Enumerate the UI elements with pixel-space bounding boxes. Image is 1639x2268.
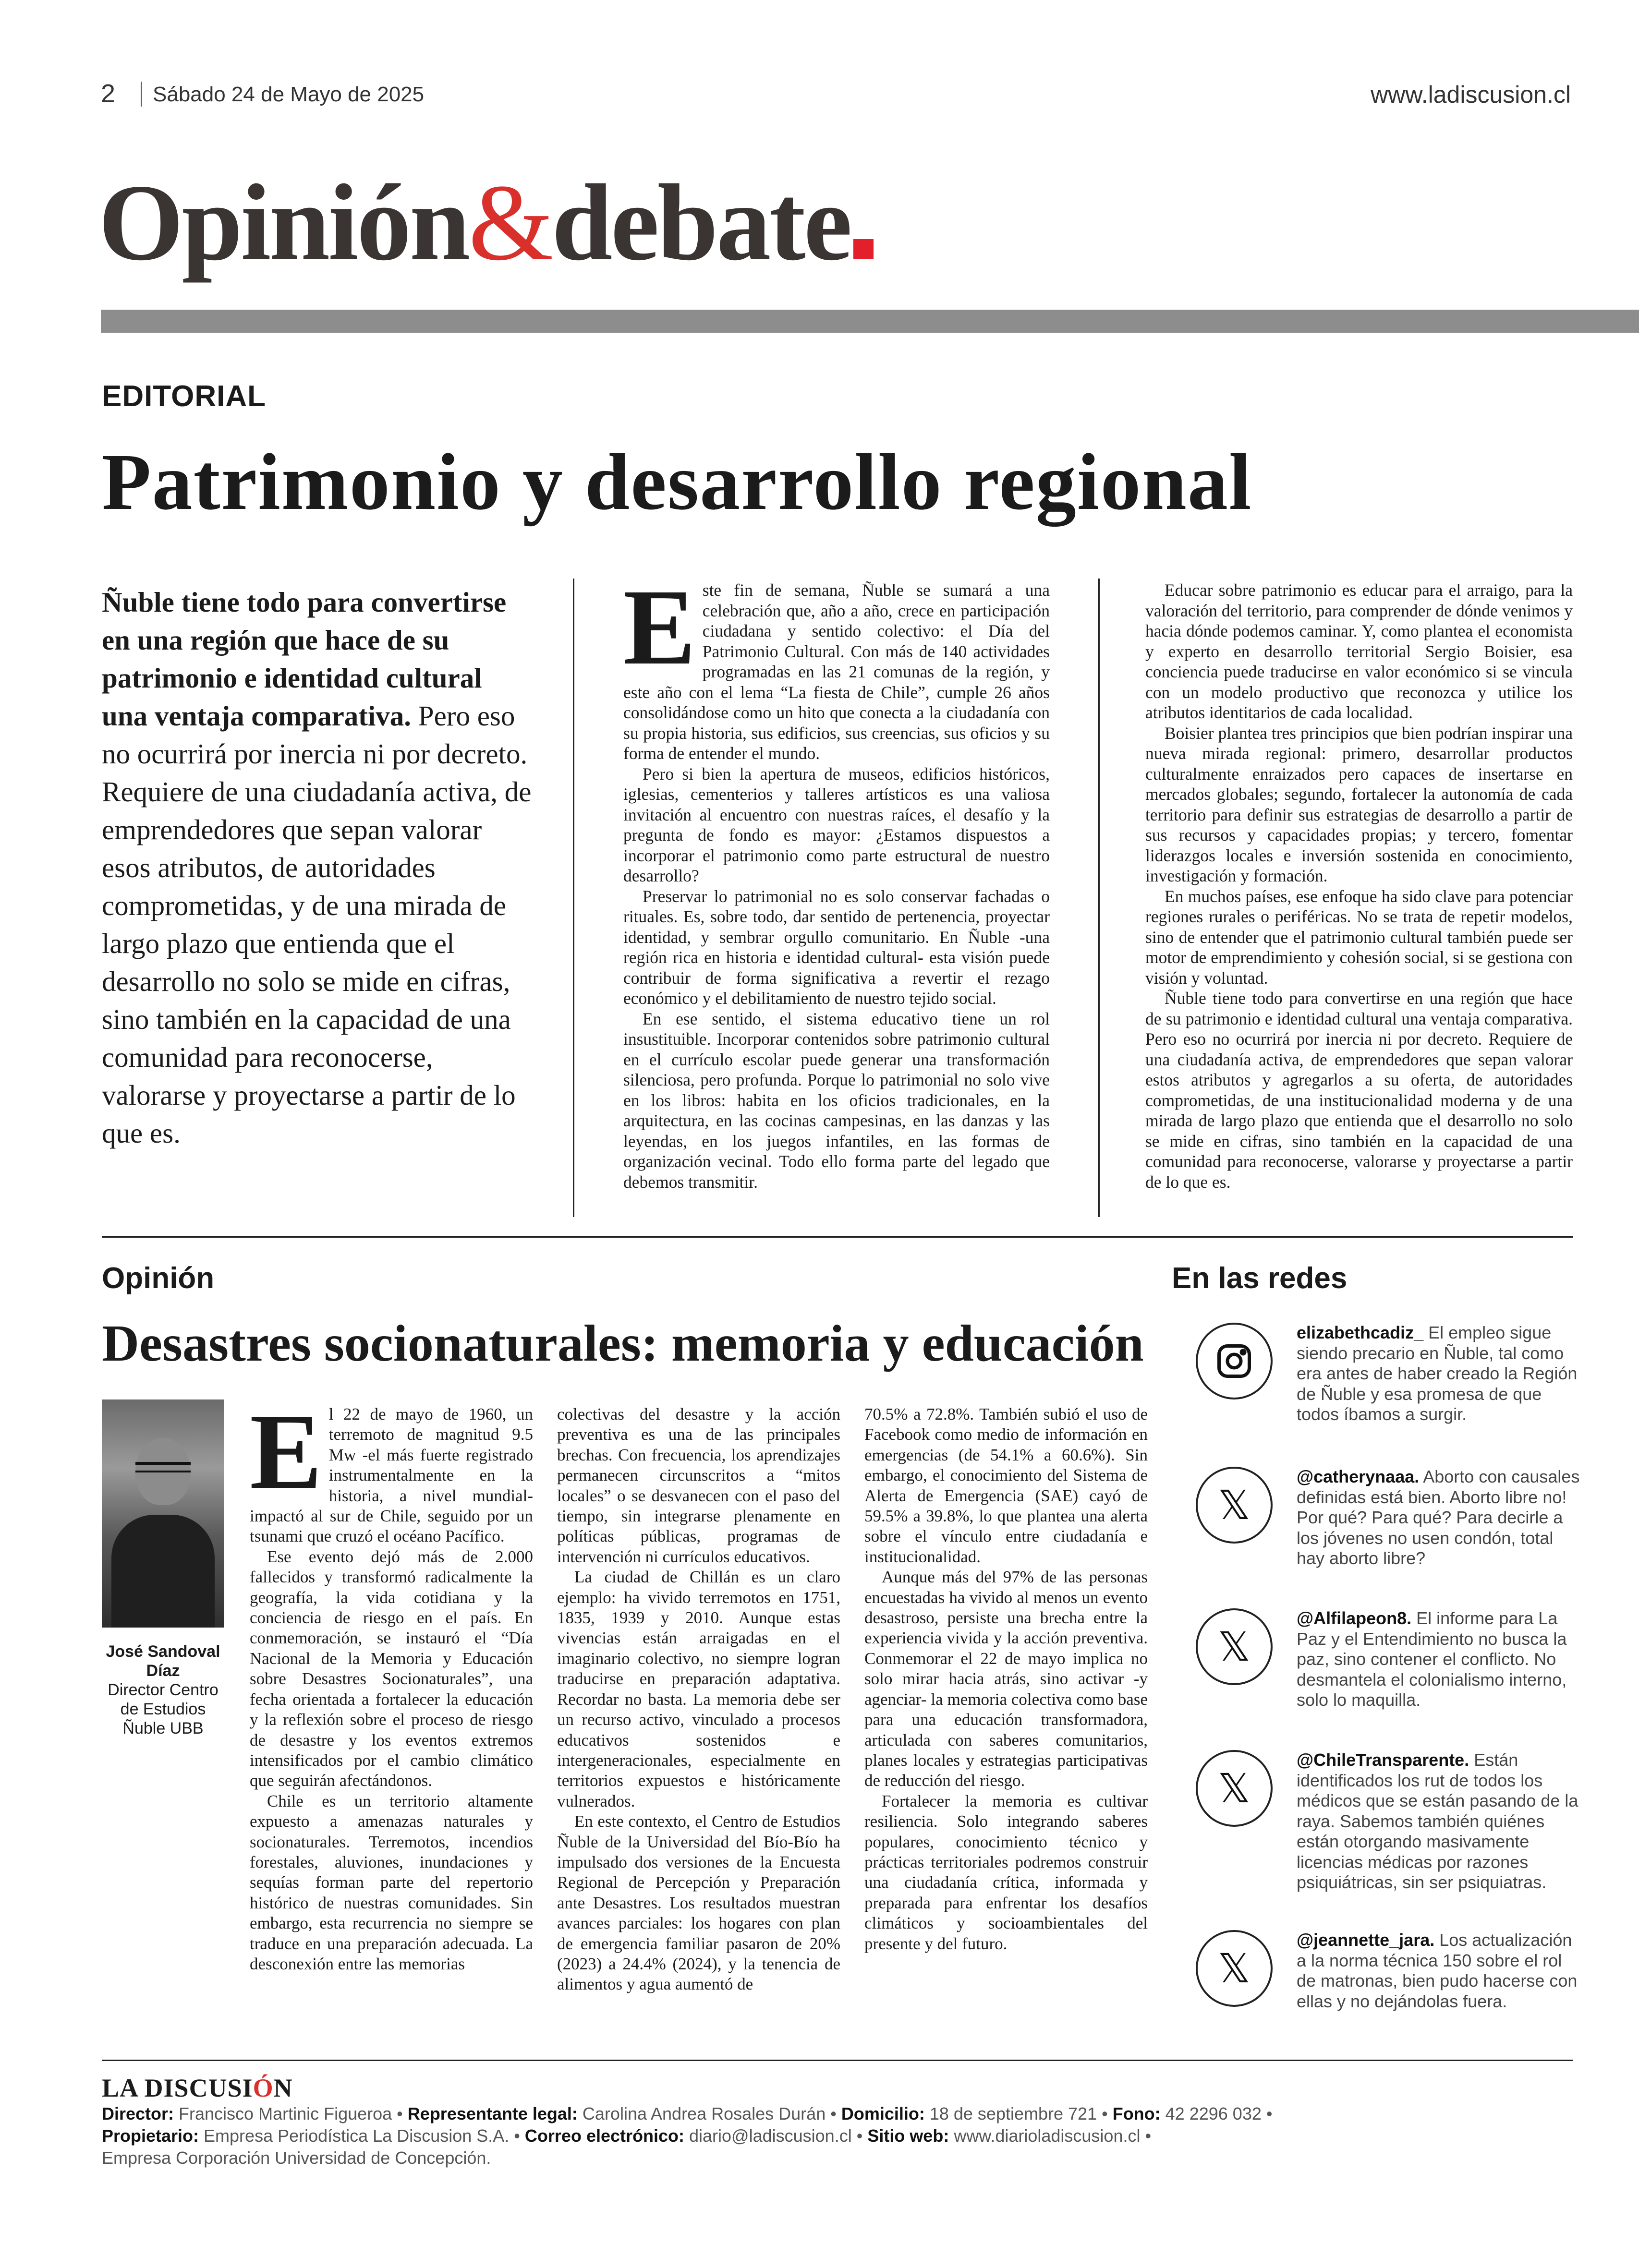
- logo-accent: Ó: [253, 2074, 274, 2102]
- editorial-lead: [102, 583, 534, 1152]
- email-label: Correo electrónico:: [524, 2126, 684, 2146]
- paragraph: Aunque más del 97% de las personas encuestadas ha vivido al menos un evento desastroso, persiste una brecha entre la experiencia vivida y la acción preventiva. Conmemorar el 22 de mayo implica no solo mirar hacia atrás, sino activar -y agenciar- la memoria colectiva como base para una educación transformadora, articulada con saberes comunitarios, planes locales y estrategias participativas de reducción del riesgo.: [864, 1568, 1148, 1790]
- section-title-dot: [853, 239, 874, 259]
- post-text: [1297, 1467, 1585, 1569]
- paragraph: 70.5% a 72.8%. También subió el uso de Facebook como medio de información en emergencias (de 54.1% a 60.6%). Sin embargo, el conocimiento del Sistema de Alerta de Emergencia (SAE) cayó de 59.5% a 39.8%, lo que plantea una alerta sobre el vínculo entre ciudadanía e institucionalidad.: [864, 1405, 1148, 1566]
- rep-label: Representante legal:: [407, 2104, 578, 2123]
- newspaper-logo: [102, 2073, 293, 2103]
- drop-cap: E: [250, 1391, 322, 1511]
- author-photo: [102, 1399, 224, 1628]
- header-divider: [141, 82, 142, 107]
- post-text: [1297, 1323, 1585, 1425]
- opinion-title: Desastres socionaturales: memoria y educación: [102, 1315, 1144, 1372]
- web-label: Sitio web:: [867, 2126, 949, 2146]
- email-value[interactable]: diario@ladiscusion.cl •: [684, 2126, 868, 2146]
- masthead-line-1: [102, 2104, 1272, 2124]
- paragraph: La ciudad de Chillán es un claro ejemplo: ha vivido terremotos en 1751, 1835, 1939 y 2010. Aunque estas vivencias están arraigadas en el imaginario colectivo, no siempre logran traducirse en preparación adaptativa. Recordar no basta. La memoria debe ser un recurso activo, vinculado a procesos educativos sostenidos e intergeneracionales, especialmente en territorios expuestos e históricamente vulnerados.: [557, 1568, 840, 1810]
- post-handle[interactable]: elizabethcadiz_: [1297, 1323, 1424, 1342]
- section-title: [98, 162, 874, 283]
- owner-value: Empresa Periodística La Discusion S.A. •: [199, 2126, 525, 2146]
- paragraph: l 22 de mayo de 1960, un terremoto de magnitud 9.5 Mw -el más fuerte registrado instrumentalmente en la historia, a nivel mundial- impactó al sur de Chile, seguido por un tsunami que cruzó el océano Pacífico.: [250, 1405, 533, 1546]
- masthead-line-2: [102, 2126, 1151, 2146]
- section-title-ampersand: &: [468, 162, 552, 283]
- post-text: [1297, 1608, 1585, 1711]
- section-title-part1: Opinión: [98, 162, 469, 283]
- opinion-label: Opinión: [102, 1262, 215, 1295]
- phone-label: Fono:: [1112, 2104, 1161, 2123]
- paragraph: colectivas del desastre y la acción preventiva es una de las principales brechas. Con frecuencia, los aprendizajes permanecen circunscritos a “mitos locales” o se desvanecen con el paso del tiempo, sin integrarse plenamente en políticas públicas, programas de intervención ni currículos educativos.: [557, 1405, 840, 1566]
- paragraph: En este contexto, el Centro de Estudios Ñuble de la Universidad del Bío-Bío ha impulsado dos versiones de la Encuesta Regional de Percepción y Preparación ante Desastres. Los resultados muestran avances parciales: los hogares con plan de emergencia familiar pasaron de 20% (2023) a 24.4% (2024), y la tenencia de alimentos y agua aumentó de: [557, 1812, 840, 1994]
- post-body: El informe para La Paz y el Entendimiento no busca la paz, sino contener el conflicto. No desmantela el colonialismo interno, solo lo maquilla.: [1297, 1608, 1567, 1710]
- paragraph: Educar sobre patrimonio es educar para el arraigo, para la valoración del territorio, para comprender de dónde venimos y hacia dónde podemos caminar. Y, como plantea el economista y experto en desarrollo territorial Sergio Boisier, esa conciencia puede traducirse en valor económico si se vincula con un modelo productivo que reconozca y utilice los atributos identitarios de cada localidad.: [1145, 580, 1573, 722]
- post-text: [1297, 1750, 1585, 1893]
- editorial-column-2: [1145, 580, 1573, 1192]
- post-text: [1297, 1930, 1585, 2012]
- x-icon: 𝕏: [1196, 1608, 1273, 1685]
- author-role: Director Centro de Estudios Ñuble UBB: [108, 1681, 219, 1737]
- address-value: 18 de septiembre 721 •: [924, 2104, 1113, 2123]
- paragraph: Ñuble tiene todo para convertirse en una región que hace de su patrimonio e identidad cultural una ventaja comparativa. Pero eso no ocurrirá por inercia ni por decreto. Requiere de una ciudadanía activa, de emprendedores que sepan valorar estos atributos y agregarlos a su oferta, de autoridades comprometidas, de una institucionalidad moderna y de una mirada de largo plazo que entienda que el desarrollo no solo se mide en cifras, sino también en la capacidad de una comunidad para reconocerse, valorarse y proyectarse a partir de lo que es.: [1145, 989, 1573, 1192]
- paragraph: Chile es un territorio altamente expuesto a amenazas naturales y socionaturales. Terremotos, incendios forestales, aluviones, inundaciones y sequías forman parte del repertorio histórico de nuestras comunidades. Sin embargo, esta recurrencia no siempre se traduce en una preparación adecuada. La desconexión entre las memorias: [250, 1791, 533, 1973]
- web-value[interactable]: www.diarioladiscusion.cl •: [949, 2126, 1152, 2146]
- post-body: Aborto con causales definidas está bien. Aborto libre no! Por qué? Para qué? Para decirle a los jóvenes no usen condón, total hay aborto libre?: [1297, 1467, 1580, 1568]
- logo-text: LA DISCUSI: [102, 2074, 253, 2102]
- masthead-line-3: Empresa Corporación Universidad de Concepción.: [102, 2148, 491, 2168]
- column-divider: [573, 579, 574, 1217]
- post-handle[interactable]: @ChileTransparente.: [1297, 1750, 1469, 1770]
- section-divider: [102, 1236, 1573, 1238]
- paragraph: Preservar lo patrimonial no es solo conservar fachadas o rituales. Es, sobre todo, dar sentido de pertenencia, proyectar identidad, y sembrar orgullo comunitario. En Ñuble -una región rica en historia e identidad cultural- esta visión puede contribuir de forma significativa a revertir el rezago económico y el debilitamiento de nuestro tejido social.: [623, 886, 1050, 1008]
- paragraph: Pero si bien la apertura de museos, edificios históricos, iglesias, cementerios y talleres artísticos es una valiosa invitación al encuentro con nuestras raíces, el desafío y la pregunta de fondo es mayor: ¿Estamos dispuestos a incorporar el patrimonio como parte estructural de nuestro desarrollo?: [623, 764, 1050, 885]
- post-handle[interactable]: @catherynaaa.: [1297, 1467, 1420, 1486]
- address-label: Domicilio:: [841, 2104, 925, 2123]
- editorial-title: Patrimonio y desarrollo regional: [102, 437, 1252, 527]
- issue-date: Sábado 24 de Mayo de 2025: [153, 83, 425, 106]
- page-number: 2: [101, 79, 116, 108]
- x-icon: 𝕏: [1196, 1467, 1273, 1544]
- paragraph: Fortalecer la memoria es cultivar resiliencia. Solo integrando saberes populares, conocimiento técnico y prácticas territoriales podremos construir una ciudadanía crítica, informada y preparada para enfrentar los desafíos climáticos y socioambientales del presente y del futuro.: [864, 1791, 1148, 1953]
- x-icon: 𝕏: [1196, 1930, 1273, 2007]
- author-name: José Sandoval Díaz: [106, 1642, 220, 1680]
- redes-label: En las redes: [1172, 1262, 1348, 1295]
- paragraph: En muchos países, ese enfoque ha sido clave para potenciar regiones rurales o periféricas. No se trata de repetir modelos, sino de entender que el patrimonio cultural también puede ser motor de emprendimiento y cohesión social, si se gestiona con visión y voluntad.: [1145, 886, 1573, 988]
- editorial-lead-bold: Ñuble tiene todo para convertirse en una región que hace de su patrimonio e identidad cultural una ventaja comparativa.: [102, 586, 507, 732]
- opinion-column-1: [250, 1391, 533, 1974]
- paragraph: Ese evento dejó más de 2.000 fallecidos y transformó radicalmente la geografía, la vida cotidiana y la conciencia de riesgo en el país. En conmemoración, se instauró el “Día Nacional de la Memoria y Educación sobre Desastres Socionaturales”, una fecha orientada a fortalecer la educación y la reflexión sobre el proceso de riesgo de desastre y los eventos extremos intensificados por el cambio climático que seguirán afectándonos.: [250, 1547, 533, 1790]
- section-title-part2: debate: [551, 162, 850, 283]
- post-body: Los actualización a la norma técnica 150 sobre el rol de matronas, bien pudo hacerse con ellas y no dejándolas fuera.: [1297, 1930, 1578, 2011]
- opinion-column-2: [557, 1404, 840, 1995]
- opinion-column-3: [864, 1404, 1148, 1954]
- instagram-icon: [1196, 1323, 1273, 1399]
- footer-divider: [102, 2060, 1573, 2061]
- rep-value: Carolina Andrea Rosales Durán •: [577, 2104, 841, 2123]
- website-link[interactable]: www.ladiscusion.cl: [1371, 81, 1571, 108]
- post-body: El empleo sigue siendo precario en Ñuble, tal como era antes de haber creado la Región de Ñuble y esa promesa de que todos íbamos a surgir.: [1297, 1323, 1578, 1424]
- drop-cap: E: [623, 567, 696, 687]
- editorial-lead-rest: Pero eso no ocurrirá por inercia ni por decreto. Requiere de una ciudadanía activa, de emprendedores que sepan valorar esos atributos, de autoridades comprometidas, y de una mirada de largo plazo que entienda que el desarrollo no solo se mide en cifras, sino también en la capacidad de una comunidad para reconocerse, valorarse y proyectarse a partir de lo que es.: [102, 700, 532, 1149]
- editorial-label: EDITORIAL: [102, 380, 266, 413]
- column-divider: [1098, 579, 1100, 1217]
- editorial-column-1: [623, 567, 1050, 1192]
- section-bar: [101, 310, 1639, 333]
- paragraph: ste fin de semana, Ñuble se sumará a una celebración que, año a año, crece en participación ciudadana y sentido colectivo: el Día del Patrimonio Cultural. Con más de 140 actividades programadas en las 21 comunas de la región, y este año con el lema “La fiesta de Chile”, cumple 26 años consolidándose como un hito que conecta a la ciudadanía con su propia historia, sus edificios, sus creencias, sus oficios y su forma de entender el mundo.: [623, 580, 1050, 763]
- director-value: Francisco Martinic Figueroa •: [174, 2104, 408, 2123]
- paragraph: Boisier plantea tres principios que bien podrían inspirar una nueva mirada regional: primero, desarrollar productos culturalmente enraizados pero capaces de insertarse en mercados globales; segundo, fortalecer la autonomía de cada territorio para definir sus estrategias de desarrollo a partir de sus recursos y capacidades propias; y tercero, fomentar liderazgos locales e inversión sostenida en conocimiento, investigación y formación.: [1145, 723, 1573, 885]
- post-body: Están identificados los rut de todos los médicos que se están pasando de la raya. Sabemos también quiénes están otorgando masivamente licencias médicas por razones psiquiátricas, sin ser psiquiatras.: [1297, 1750, 1578, 1892]
- owner-label: Propietario:: [102, 2126, 199, 2146]
- phone-value: 42 2296 032 •: [1160, 2104, 1273, 2123]
- post-handle[interactable]: @Alfilapeon8.: [1297, 1608, 1412, 1628]
- x-icon: 𝕏: [1196, 1750, 1273, 1827]
- post-handle[interactable]: @jeannette_jara.: [1297, 1930, 1435, 1950]
- logo-text: N: [273, 2074, 293, 2102]
- paragraph: En ese sentido, el sistema educativo tiene un rol insustituible. Incorporar contenidos sobre patrimonio cultural en el currículo escolar puede generar una transformación silenciosa, pero profunda. Porque lo patrimonial no solo vive en los libros: habita en los oficios tradicionales, en la arquitectura, en las cocinas campesinas, en las danzas y las leyendas, en los juegos infantiles, en las formas de organización vecinal. Todo ello forma parte del legado que debemos transmitir.: [623, 1009, 1050, 1192]
- director-label: Director:: [102, 2104, 174, 2123]
